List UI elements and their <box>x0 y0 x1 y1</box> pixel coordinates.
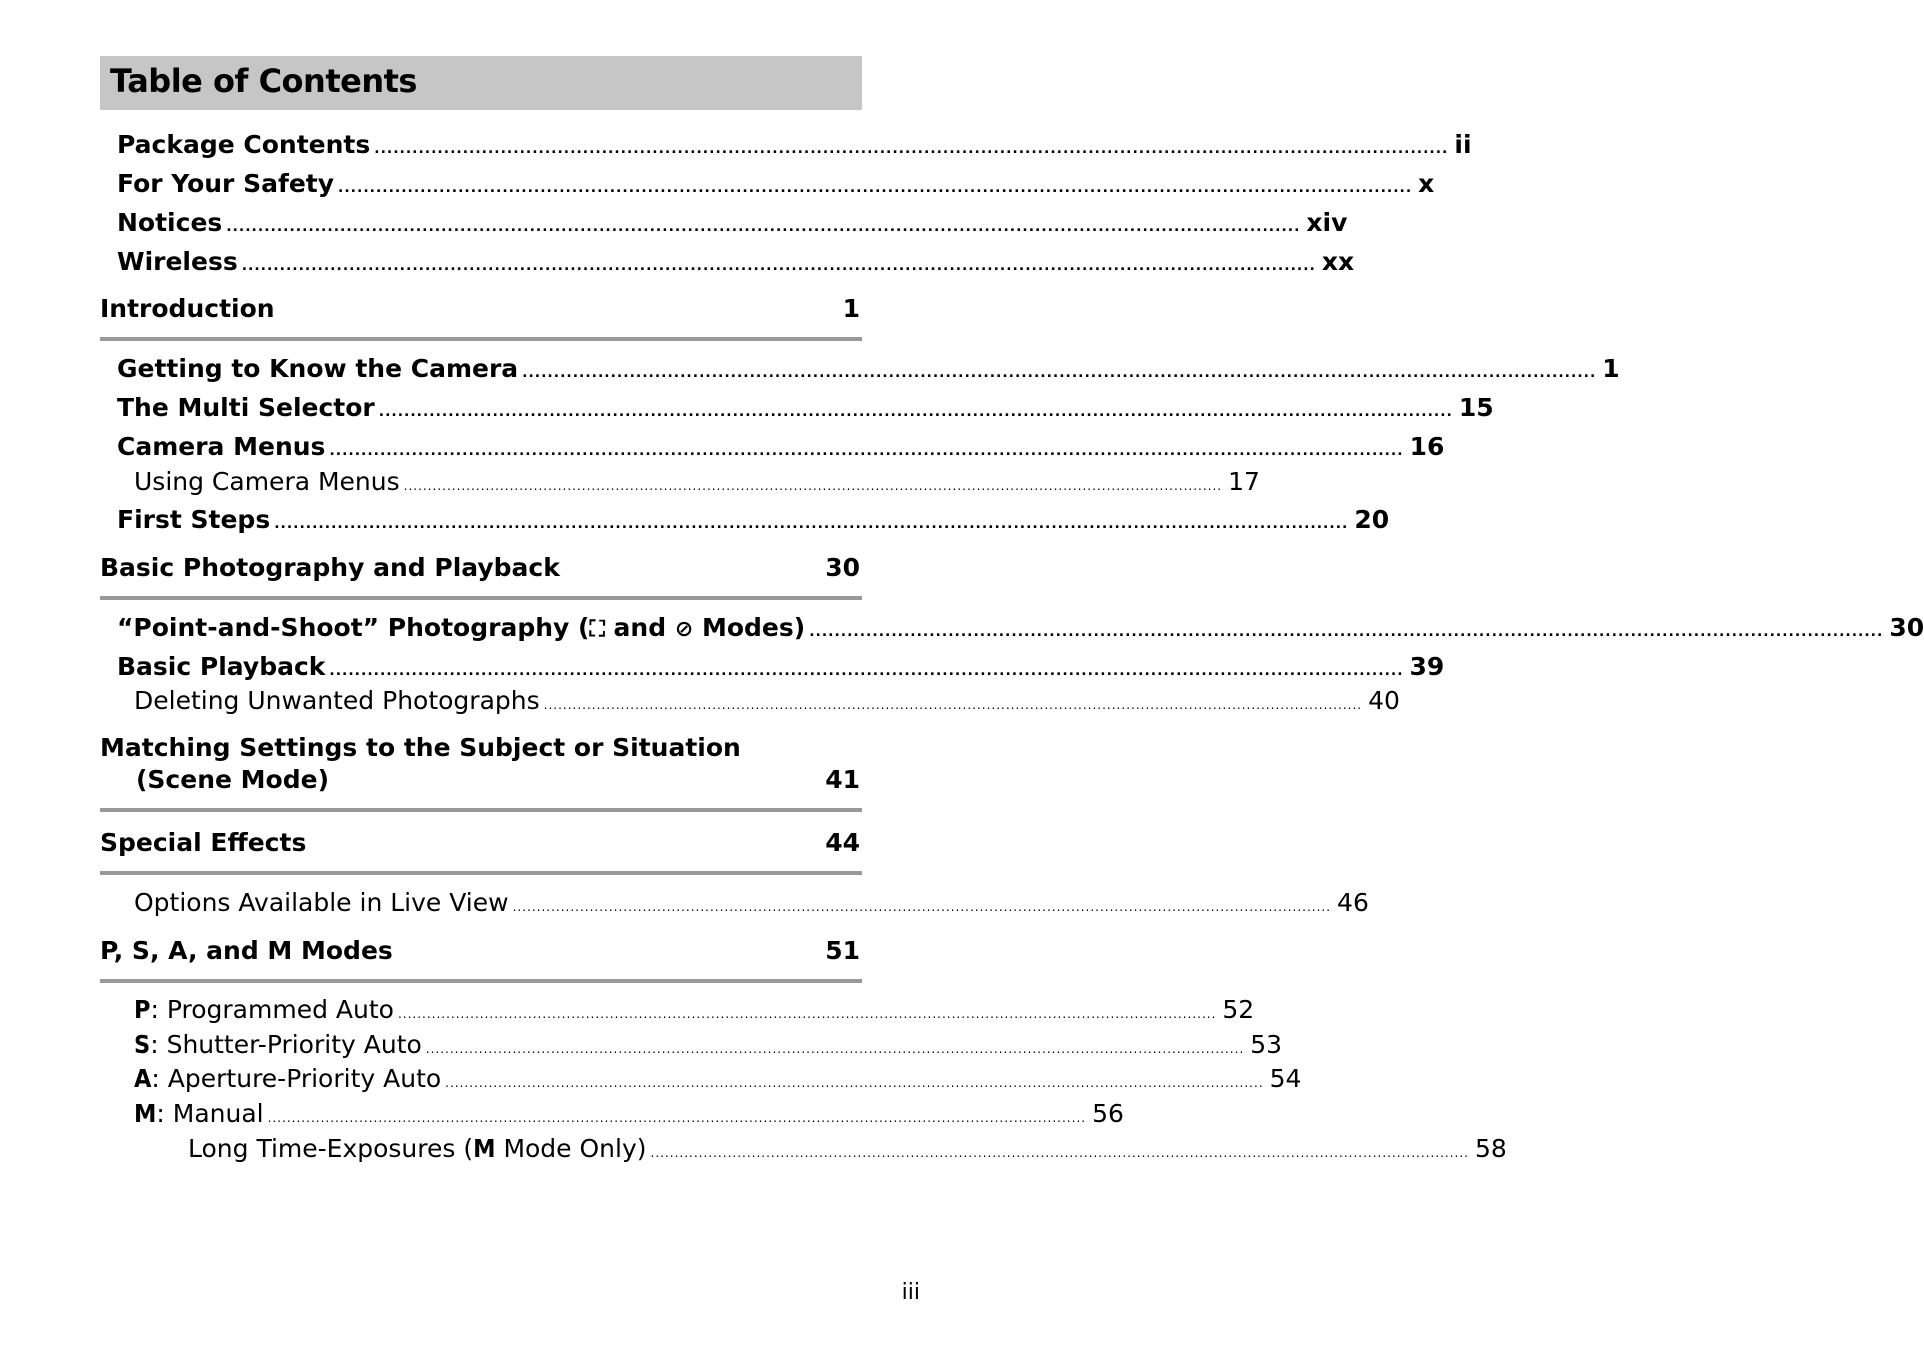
toc-title-bar <box>100 56 862 110</box>
toc-entry-point-and-shoot[interactable] <box>117 613 1924 642</box>
entry-label: Getting to Know the Camera <box>117 354 519 383</box>
section-title: P, S, A, and M Modes <box>100 936 393 965</box>
entry-page: 53 <box>1250 1030 1283 1059</box>
entry-label: Using Camera Menus <box>134 467 400 496</box>
entry-page: 30 <box>1889 613 1924 642</box>
toc-entry-basic-playback[interactable] <box>117 652 1445 681</box>
page-title: Table of Contents <box>110 62 417 100</box>
entry-label: First Steps <box>117 505 271 534</box>
section-title-line1: Matching Settings to the Subject or Situation <box>100 733 741 762</box>
toc-entry-multi-selector[interactable] <box>117 393 1494 422</box>
section-title: Special Effects <box>100 828 307 857</box>
dot-leader: .......................................................................................................................................................................... <box>403 479 1223 493</box>
section-rule <box>100 808 862 812</box>
section-page: 1 <box>842 294 860 323</box>
mode-letter-a: A <box>134 1064 152 1093</box>
toc-entry-using-camera-menus[interactable] <box>134 467 1260 496</box>
section-rule <box>100 337 862 341</box>
dot-leader: .......................................................................................................................................................................... <box>374 141 1449 157</box>
no-flash-icon: ⊘ <box>674 617 694 642</box>
entry-page: 1 <box>1602 354 1620 383</box>
entry-page: 52 <box>1222 995 1255 1024</box>
toc-entry-aperture-priority[interactable] <box>134 1064 1302 1093</box>
toc-entry-long-time-exposures[interactable] <box>188 1134 1507 1163</box>
section-rule <box>100 871 862 875</box>
toc-entry-for-your-safety[interactable] <box>117 169 1435 198</box>
entry-page: ii <box>1454 130 1472 159</box>
dot-leader: .......................................................................................................................................................................... <box>425 1042 1245 1056</box>
entry-label: Package Contents <box>117 130 371 159</box>
section-scene-mode[interactable] <box>100 733 862 803</box>
section-title: Basic Photography and Playback <box>100 553 560 582</box>
toc-entry-shutter-priority[interactable] <box>134 1030 1283 1059</box>
dot-leader: .......................................................................................................................................................................... <box>267 1111 1087 1125</box>
dot-leader: .......................................................................................................................................................................... <box>329 443 1404 459</box>
dot-leader: .......................................................................................................................................................................... <box>274 516 1349 532</box>
toc-entry-live-view-options[interactable] <box>134 888 1369 917</box>
entry-page: 54 <box>1269 1064 1302 1093</box>
entry-label: Wireless <box>117 247 238 276</box>
toc-entry-wireless[interactable] <box>117 247 1355 276</box>
toc-entry-notices[interactable] <box>117 208 1348 237</box>
entry-page: 15 <box>1458 393 1494 422</box>
section-rule <box>100 596 862 600</box>
entry-label: For Your Safety <box>117 169 335 198</box>
entry-label: Notices <box>117 208 223 237</box>
toc-entry-package-contents[interactable] <box>117 130 1472 159</box>
section-page: 51 <box>825 936 860 965</box>
dot-leader: .......................................................................................................................................................................... <box>241 258 1316 274</box>
dot-leader: .......................................................................................................................................................................... <box>226 219 1301 235</box>
entry-label: Basic Playback <box>117 652 326 681</box>
entry-label: Deleting Unwanted Photographs <box>134 686 540 715</box>
entry-page: xx <box>1321 247 1355 276</box>
section-rule <box>100 979 862 983</box>
page-number-folio: iii <box>901 1280 920 1305</box>
entry-page: 17 <box>1228 467 1260 496</box>
entry-label: Camera Menus <box>117 432 326 461</box>
entry-label: The Multi Selector <box>117 393 375 422</box>
entry-label: A: Aperture-Priority Auto <box>134 1064 442 1093</box>
entry-label: M: Manual <box>134 1099 264 1128</box>
entry-label: P: Programmed Auto <box>134 995 394 1024</box>
section-page: 44 <box>825 828 860 857</box>
entry-page: 58 <box>1475 1134 1507 1163</box>
mode-letter-m: M <box>473 1134 496 1163</box>
toc-entry-first-steps[interactable] <box>117 505 1390 534</box>
dot-leader: .......................................................................................................................................................................... <box>543 698 1363 712</box>
dot-leader: .......................................................................................................................................................................... <box>650 1146 1469 1160</box>
entry-page: xiv <box>1306 208 1348 237</box>
mode-letter-p: P <box>134 995 151 1024</box>
entry-label: Options Available in Live View <box>134 888 509 917</box>
mode-letter-s: S <box>134 1030 151 1059</box>
toc-entry-programmed-auto[interactable] <box>134 995 1255 1024</box>
dot-leader: .......................................................................................................................................................................... <box>329 663 1404 679</box>
entry-page: 46 <box>1337 888 1369 917</box>
toc-entry-camera-menus[interactable] <box>117 432 1445 461</box>
section-page: 41 <box>825 765 860 794</box>
entry-label: “Point-and-Shoot” Photography (⛶ and ⊘ Modes) <box>117 613 806 642</box>
section-title: Introduction <box>100 294 275 323</box>
entry-page: 39 <box>1409 652 1445 681</box>
entry-label: S: Shutter-Priority Auto <box>134 1030 422 1059</box>
dot-leader: .......................................................................................................................................................................... <box>522 365 1597 381</box>
mode-letter-m: M <box>134 1099 157 1128</box>
entry-page: x <box>1418 169 1435 198</box>
dot-leader: .......................................................................................................................................................................... <box>338 180 1413 196</box>
entry-page: 16 <box>1409 432 1445 461</box>
dot-leader: .......................................................................................................................................................................... <box>397 1007 1217 1021</box>
entry-page: 20 <box>1354 505 1390 534</box>
entry-label: Long Time-Exposures (M Mode Only) <box>188 1134 647 1163</box>
toc-entry-manual[interactable] <box>134 1099 1124 1128</box>
section-title-line2: (Scene Mode) <box>136 765 329 794</box>
section-page: 30 <box>825 553 860 582</box>
entry-page: 56 <box>1092 1099 1124 1128</box>
auto-mode-icon: ⛶ <box>589 617 605 642</box>
dot-leader: .......................................................................................................................................................................... <box>512 900 1332 914</box>
toc-entry-deleting-photos[interactable] <box>134 686 1400 715</box>
dot-leader: .......................................................................................................................................................................... <box>809 624 1884 640</box>
dot-leader: .......................................................................................................................................................................... <box>445 1076 1264 1090</box>
toc-entry-getting-to-know[interactable] <box>117 354 1620 383</box>
entry-page: 40 <box>1368 686 1400 715</box>
dot-leader: .......................................................................................................................................................................... <box>378 404 1453 420</box>
